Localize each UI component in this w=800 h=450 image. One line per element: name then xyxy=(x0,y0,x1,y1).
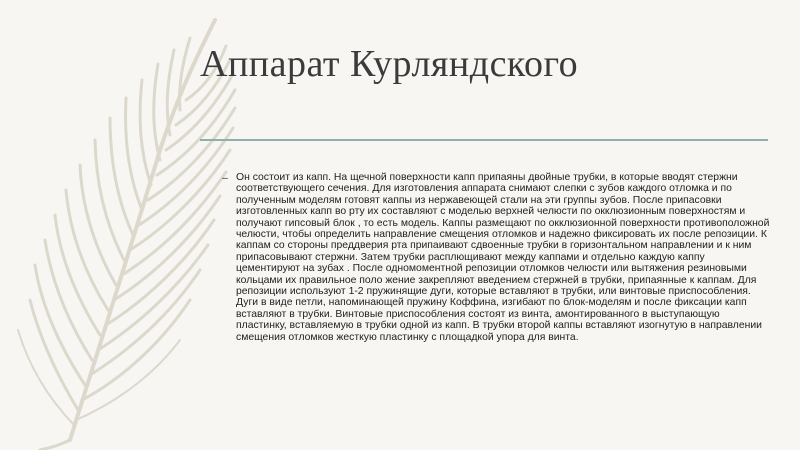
body-bullet xyxy=(222,172,770,343)
slide-title: Аппарат Курляндского xyxy=(200,43,579,85)
title-divider xyxy=(200,139,768,141)
body-text: Он состоит из капп. На щечной поверхности капп припаяны двойные трубки, в которые вводят стержни соответствующего сечения. Для изготовления аппарата снимают слепки с зубов каждого отломка и по полученным моделям готовят каппы из нержавеющей стали на эти группы зубов. После припасовки изготовленных капп во рту их составляют с моделью верхней челюсти по окклюзионным поверхностям и получают гипсовый блок , то есть модель. Каппы размещают по окклюзионной поверхности противоположной челюсти, чтобы определить направление смещения отломков и надежно фиксировать их после репозиции. К каппам со стороны преддверия рта припаивают сдвоенные трубки в горизонтальном направлении и к ним припасовывают стержни. Затем трубки расплющивают между каппами и отдельно каждую каппу цементируют на зубах . После одномоментной репозиции отломков челюсти или вытяжения резиновыми кольцами их правильное поло жение закрепляют введением стержней в трубки, припаянные к каппам. Для репозиции используют 1-2 пружинящие дуги, которые вставляют в трубки, или винтовые приспособления. Дуги в виде петли, напоминающей пружину Коффина, изгибают по блок-моделям и после фиксации капп вставляют в трубки. Винтовые приспособления состоят из винта, амонтированного в выступающую пластинку, вставляемую в трубки одной из капп. В трубки второй каппы вставляют изогнутую в направлении смещения отломков жесткую пластинку с площадкой упора для винта. xyxy=(236,172,770,343)
bullet-dash: – xyxy=(222,172,228,184)
